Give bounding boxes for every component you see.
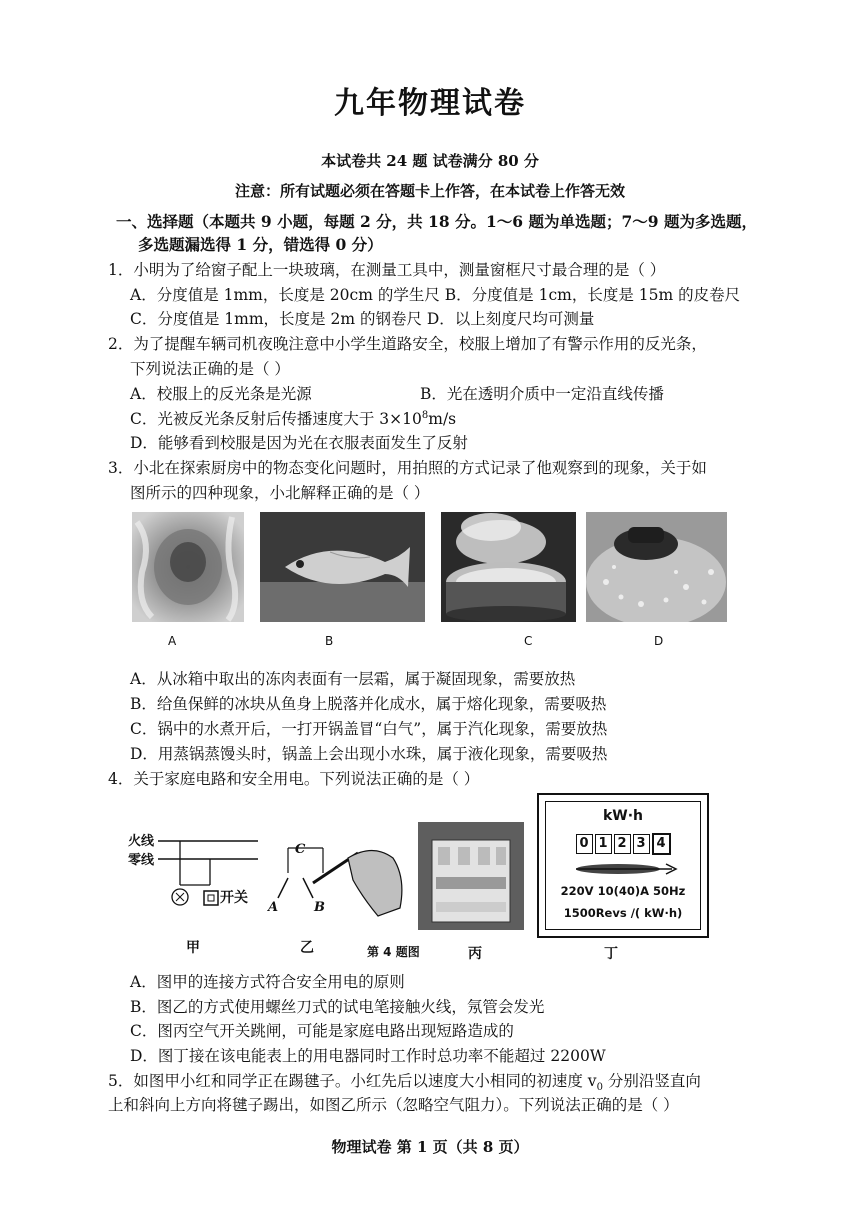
- figure-title: 第 4 题图: [367, 945, 420, 959]
- photo-caption-d: D: [654, 634, 664, 648]
- meter-spec-revs: 1500Revs /( kW·h): [563, 906, 683, 920]
- fish-photo: [260, 512, 425, 622]
- boiling-pot-photo: [441, 512, 576, 622]
- q4-option-c: C．图丙空气开关跳闸，可能是家庭电路出现短路造成的: [130, 1022, 514, 1040]
- q3-option-a: A．从冰箱中取出的冻肉表面有一层霜，属于凝固现象，需要放热: [130, 670, 576, 688]
- q1-options-ab: A．分度值是 1mm，长度是 20cm 的学生尺 B．分度值是 1cm，长度是 15m 的皮卷尺: [130, 286, 741, 304]
- photo-caption-a: A: [168, 634, 177, 648]
- q3-option-c: C．锅中的水煮开后，一打开锅盖冒“白气”，属于汽化现象，需要放热: [130, 720, 608, 738]
- q2-option-c: C．光被反光条反射后传播速度大于 $3\times 10^8m/s$: [130, 409, 457, 428]
- page-title: 九年物理试卷: [334, 86, 526, 121]
- meter-digit: 1: [595, 834, 612, 854]
- zero-line-label: 零线: [128, 853, 155, 868]
- page-footer: 物理试卷 第 1 页（共 8 页）: [331, 1138, 529, 1156]
- meter-disc-arrow: [568, 860, 680, 878]
- q5-stem-line2: 上和斜向上方向将毽子踢出，如图乙所示（忽略空气阻力）。下列说法正确的是（ ）: [108, 1096, 679, 1114]
- meter-digit: 3: [633, 834, 650, 854]
- fire-line-label: 火线: [128, 834, 155, 849]
- pen-label-c: C: [295, 842, 306, 857]
- pen-label-b: B: [314, 900, 325, 915]
- test-pen-diagram: [268, 838, 408, 923]
- photo-caption-b: B: [325, 634, 334, 648]
- section-heading-line1: 一、选择题（本题共 9 小题，每题 2 分，共 18 分。1～6 题为单选题；7～9 题为多选题，: [116, 212, 757, 231]
- exam-info: 本试卷共 24 题 试卷满分 80 分: [321, 152, 539, 170]
- fig-label-jia: 甲: [186, 940, 200, 956]
- q2-stem-line2: 下列说法正确的是（ ）: [130, 360, 290, 378]
- fig-label-ding: 丁: [604, 946, 618, 962]
- meter-digit: 0: [576, 834, 593, 854]
- q2-stem-line1: 2．为了提醒车辆司机夜晚注意中小学生道路安全，校服上增加了有警示作用的反光条，: [108, 335, 707, 353]
- switch-label: 开关: [220, 890, 248, 906]
- q4-option-a: A．图甲的连接方式符合安全用电的原则: [130, 973, 405, 991]
- q4-option-d: D．图丁接在该电能表上的用电器同时工作时总功率不能超过 2200W: [130, 1047, 606, 1065]
- frozen-meat-photo: [132, 512, 244, 622]
- air-switch-photo: [418, 822, 524, 930]
- q3-stem-line2: 图所示的四种现象，小北解释正确的是（ ）: [130, 484, 430, 502]
- meter-spec-voltage: 220V 10(40)A 50Hz: [560, 884, 686, 898]
- q2-option-a: A．校服上的反光条是光源: [130, 385, 312, 403]
- q2-option-b: B．光在透明介质中一定沿直线传播: [420, 385, 664, 403]
- q1-options-cd: C．分度值是 1mm，长度是 2m 的钢卷尺 D．以上刻度尺均可测量: [130, 310, 595, 328]
- q4-stem: 4．关于家庭电路和安全用电。下列说法正确的是（ ）: [108, 770, 480, 788]
- q4-option-b: B．图乙的方式使用螺丝刀式的试电笔接触火线，氖管会发光: [130, 998, 545, 1016]
- q2-option-d: D．能够看到校服是因为光在衣服表面发生了反射: [130, 434, 468, 452]
- meter-digit: 2: [614, 834, 631, 854]
- pot-lid-photo: [586, 512, 727, 622]
- meter-digit-decimal: 4: [652, 833, 671, 855]
- meter-reading: [546, 832, 700, 855]
- electricity-meter: [537, 793, 709, 938]
- meter-unit: kW·h: [602, 808, 644, 824]
- q3-option-b: B．给鱼保鲜的冰块从鱼身上脱落并化成水，属于熔化现象，需要吸热: [130, 695, 607, 713]
- q3-option-d: D．用蒸锅蒸馒头时，锅盖上会出现小水珠，属于液化现象，需要吸热: [130, 745, 608, 763]
- pen-label-a: A: [268, 900, 279, 915]
- q5-stem-line1: 5．如图甲小红和同学正在踢毽子。小红先后以速度大小相同的初速度 $v_0$ 分别沿竖直向: [108, 1072, 701, 1094]
- section-heading-line2: 多选题漏选得 1 分，错选得 0 分）: [138, 235, 383, 254]
- q3-stem-line1: 3．小北在探索厨房中的物态变化问题时，用拍照的方式记录了他观察到的现象，关于如: [108, 459, 707, 477]
- exam-notice: 注意：所有试题必须在答题卡上作答，在本试卷上作答无效: [234, 182, 625, 200]
- fig-label-yi: 乙: [300, 940, 314, 956]
- fig-label-bing: 丙: [468, 946, 482, 962]
- photo-caption-c: C: [524, 634, 533, 648]
- q1-stem: 1．小明为了给窗子配上一块玻璃，在测量工具中，测量窗框尺寸最合理的是（ ）: [108, 261, 666, 279]
